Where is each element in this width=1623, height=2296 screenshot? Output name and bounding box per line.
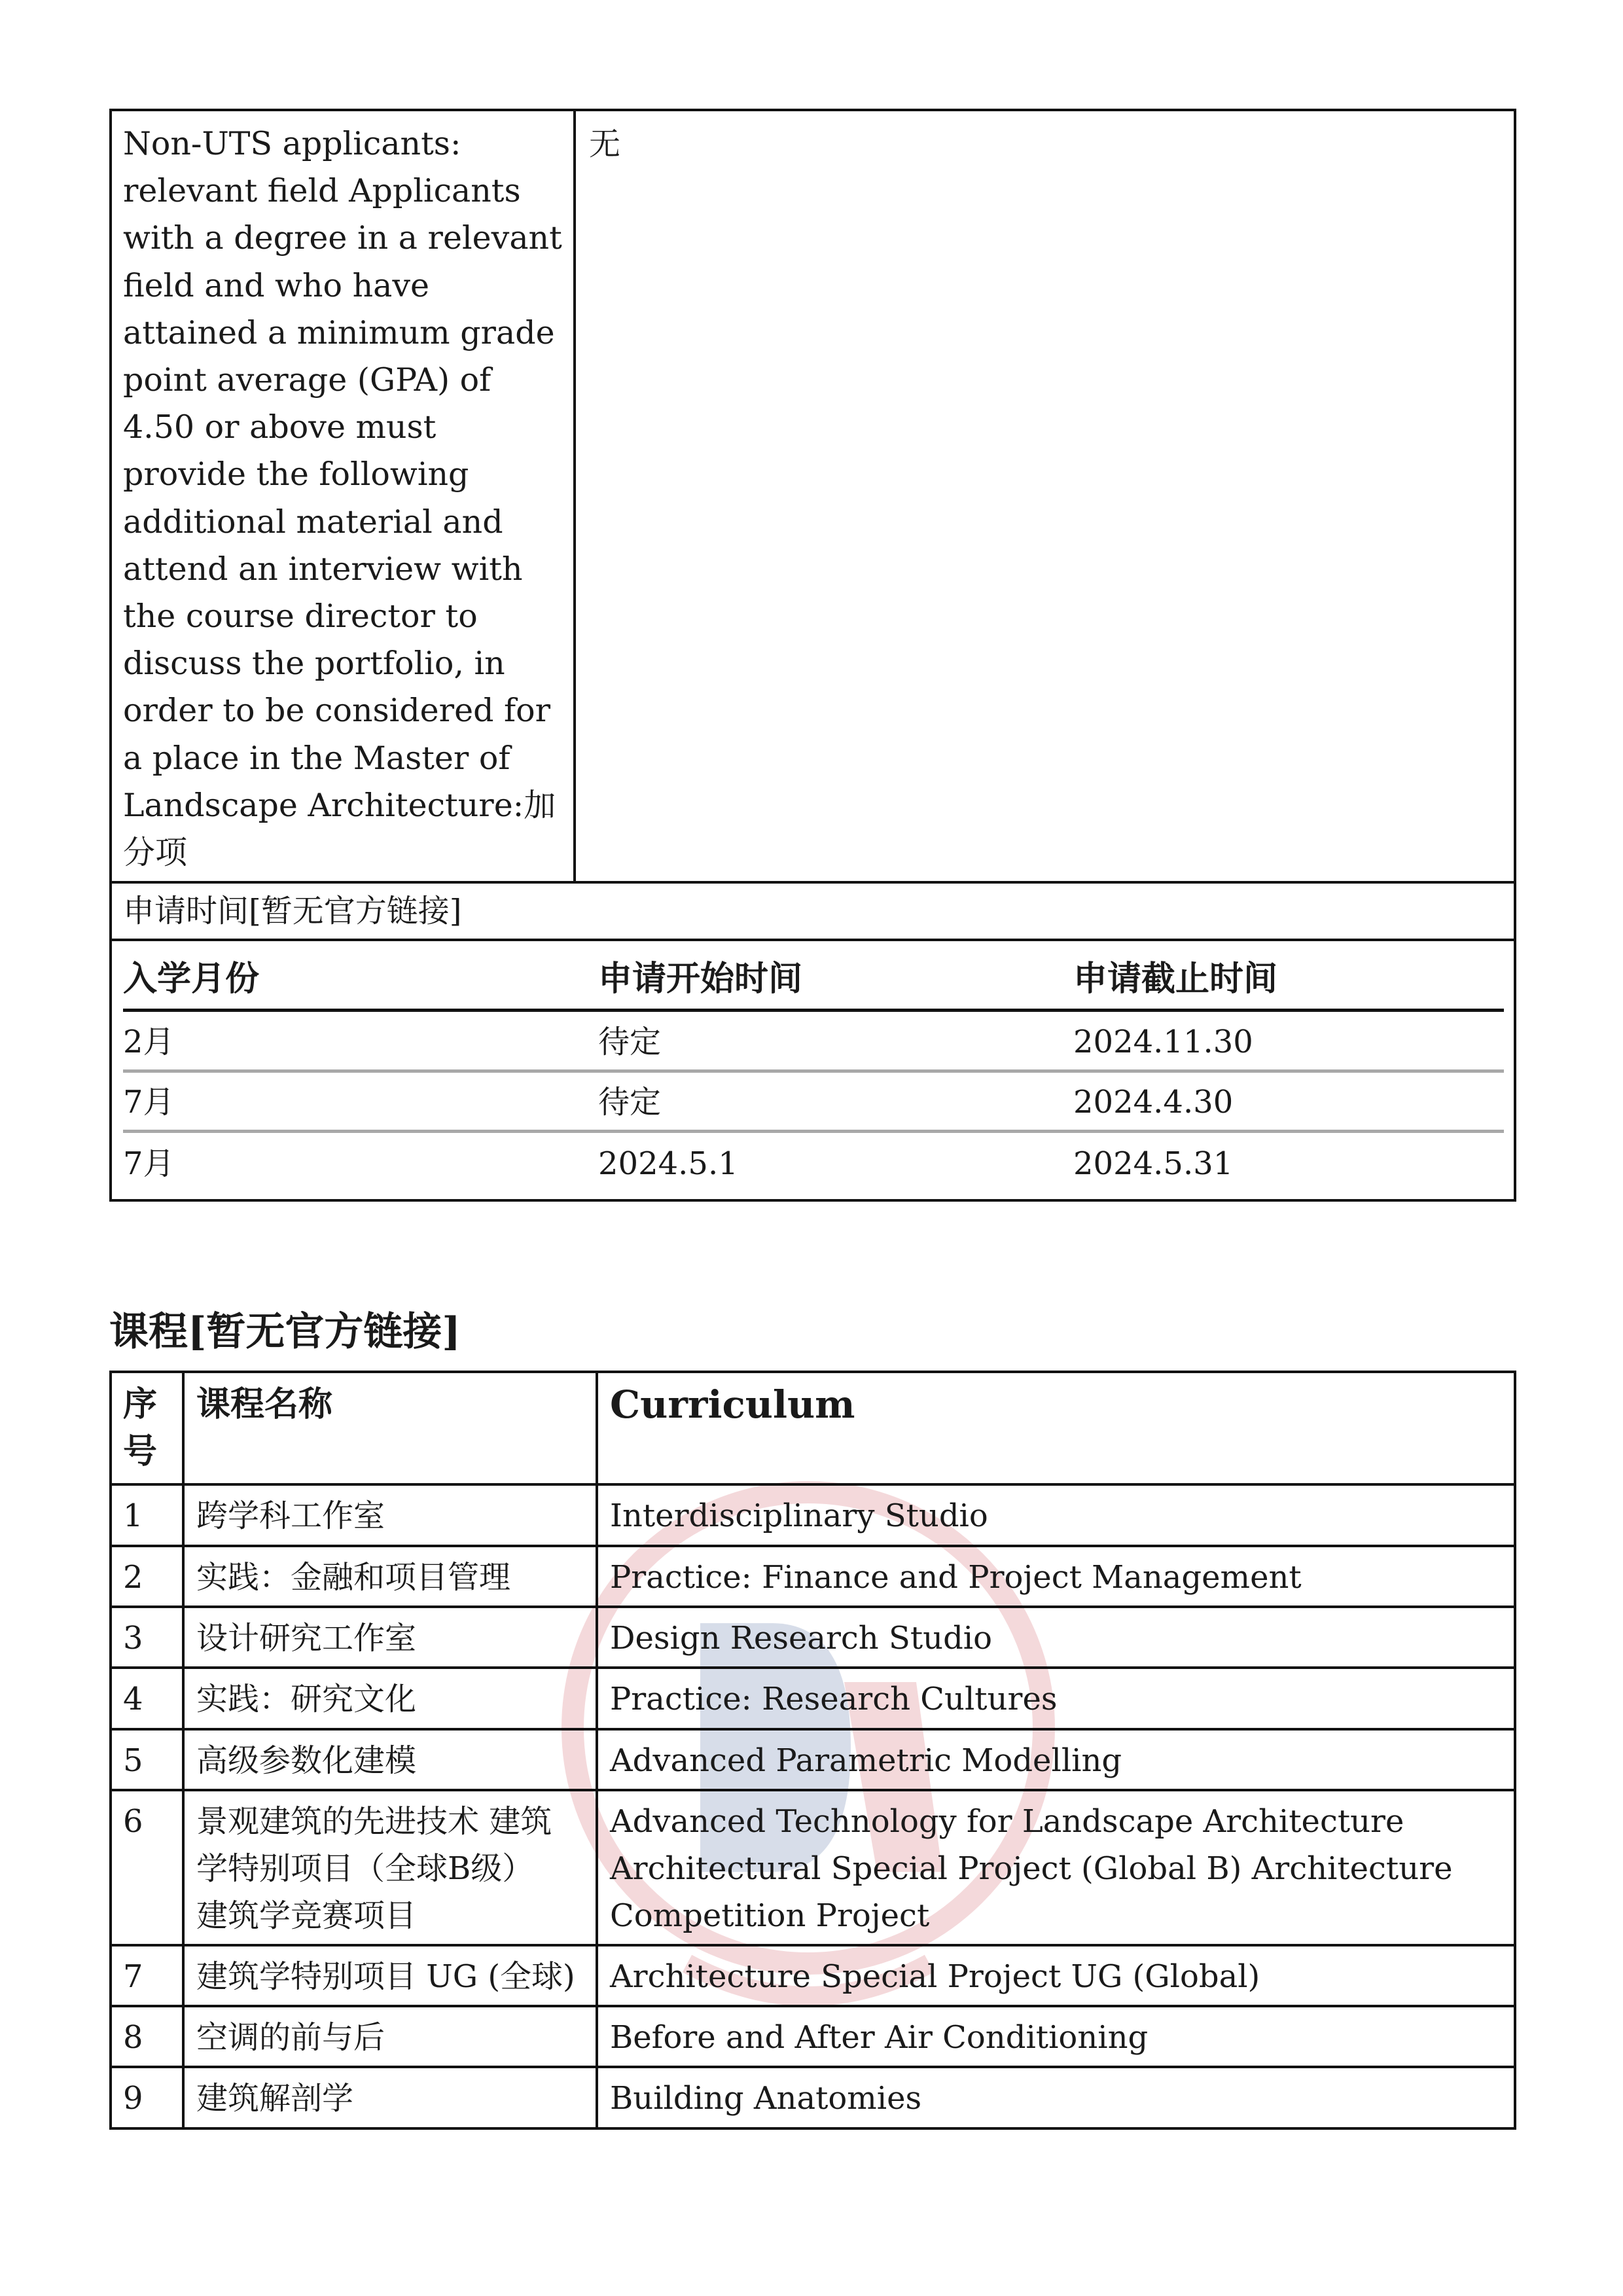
course-3-name: 设计研究工作室 (196, 1620, 417, 1657)
courses-row-line (109, 1605, 1516, 1608)
courses-header-name: 课程名称 (196, 1384, 333, 1424)
app-row-1-start: 待定 (598, 1024, 662, 1060)
app-header-month: 入学月份 (123, 959, 260, 999)
course-6-curriculum-line-1: Advanced Technology for Landscape Architecture (610, 1803, 1404, 1840)
app-row-3-start: 2024.5.1 (598, 1145, 738, 1182)
course-7-name: 建筑学特别项目 UG (全球) (196, 1958, 575, 1995)
course-8-curriculum: Before and After Air Conditioning (610, 2019, 1149, 2056)
course-6-no: 6 (123, 1803, 143, 1840)
course-9-curriculum: Building Anatomies (610, 2080, 922, 2117)
courses-row-line (109, 1728, 1516, 1731)
app-row-3-deadline: 2024.5.31 (1073, 1145, 1234, 1182)
course-8-no: 8 (123, 2019, 143, 2056)
course-5-name: 高级参数化建模 (196, 1742, 417, 1779)
course-8-name: 空调的前与后 (196, 2019, 385, 2056)
course-9-name: 建筑解剖学 (196, 2080, 354, 2117)
course-4-curriculum: Practice: Research Cultures (610, 1681, 1058, 1717)
courses-row-line (109, 2066, 1516, 2068)
app-row-separator (123, 1130, 1504, 1133)
course-2-curriculum: Practice: Finance and Project Management (610, 1559, 1302, 1596)
courses-row-line (109, 1789, 1516, 1791)
requirement-value: 无 (589, 126, 621, 162)
application-title-line (109, 939, 1516, 941)
course-6-name-line-1: 景观建筑的先进技术 建筑 (196, 1803, 552, 1840)
course-9-no: 9 (123, 2080, 143, 2117)
application-title: 申请时间[暂无官方链接] (123, 893, 462, 929)
courses-header-curriculum: Curriculum (610, 1382, 855, 1427)
courses-row-line (109, 2005, 1516, 2007)
app-header-underline (123, 1009, 1504, 1012)
course-2-no: 2 (123, 1559, 143, 1596)
course-4-name: 实践：研究文化 (196, 1681, 417, 1717)
course-6-curriculum-line-2: Architectural Special Project (Global B) Architecture (610, 1850, 1453, 1887)
app-row-2-deadline: 2024.4.30 (1073, 1084, 1234, 1121)
app-row-2-month: 7月 (123, 1084, 175, 1121)
course-7-no: 7 (123, 1958, 143, 1995)
app-row-1-deadline: 2024.11.30 (1073, 1024, 1253, 1060)
app-row-1-month: 2月 (123, 1024, 175, 1060)
courses-header-no-line1: 序 (123, 1384, 158, 1424)
course-1-curriculum: Interdisciplinary Studio (610, 1498, 988, 1534)
app-row-2-start: 待定 (598, 1084, 662, 1121)
course-7-curriculum: Architecture Special Project UG (Global) (610, 1958, 1260, 1995)
courses-row-line (109, 1944, 1516, 1946)
course-6-name-line-2: 学特别项目（全球B级） (196, 1850, 534, 1887)
app-row-separator (123, 1069, 1504, 1073)
app-header-start: 申请开始时间 (598, 959, 803, 999)
course-1-name: 跨学科工作室 (196, 1498, 385, 1534)
app-row-3-month: 7月 (123, 1145, 175, 1182)
requirement-description: Non-UTS applicants: relevant field Applicants with a degree in a relevant field and who have attained a minimum grade point average (GPA) of 4.50 or above must provide the following additional material and attend an interview with the course director to discuss the portfolio, in order to be considered for a place in the Master of Landscape Architecture:加分项 (123, 125, 562, 872)
course-4-no: 4 (123, 1681, 143, 1717)
app-header-deadline: 申请截止时间 (1073, 959, 1278, 999)
requirement-divider (573, 109, 576, 884)
course-6-name-line-3: 建筑学竞赛项目 (196, 1897, 417, 1934)
course-3-curriculum: Design Research Studio (610, 1620, 993, 1657)
course-1-no: 1 (123, 1498, 143, 1534)
course-6-curriculum-line-3: Competition Project (610, 1897, 930, 1934)
courses-header-no-line2: 号 (123, 1431, 158, 1471)
courses-row-line (109, 1666, 1516, 1669)
courses-row-line (109, 1545, 1516, 1547)
course-2-name: 实践：金融和项目管理 (196, 1559, 511, 1596)
course-5-curriculum: Advanced Parametric Modelling (610, 1742, 1122, 1779)
course-5-no: 5 (123, 1742, 143, 1779)
courses-section-title: 课程[暂无官方链接] (109, 1309, 461, 1355)
requirement-bottom-line (109, 881, 1516, 884)
course-3-no: 3 (123, 1620, 143, 1657)
courses-row-line (109, 1483, 1516, 1486)
